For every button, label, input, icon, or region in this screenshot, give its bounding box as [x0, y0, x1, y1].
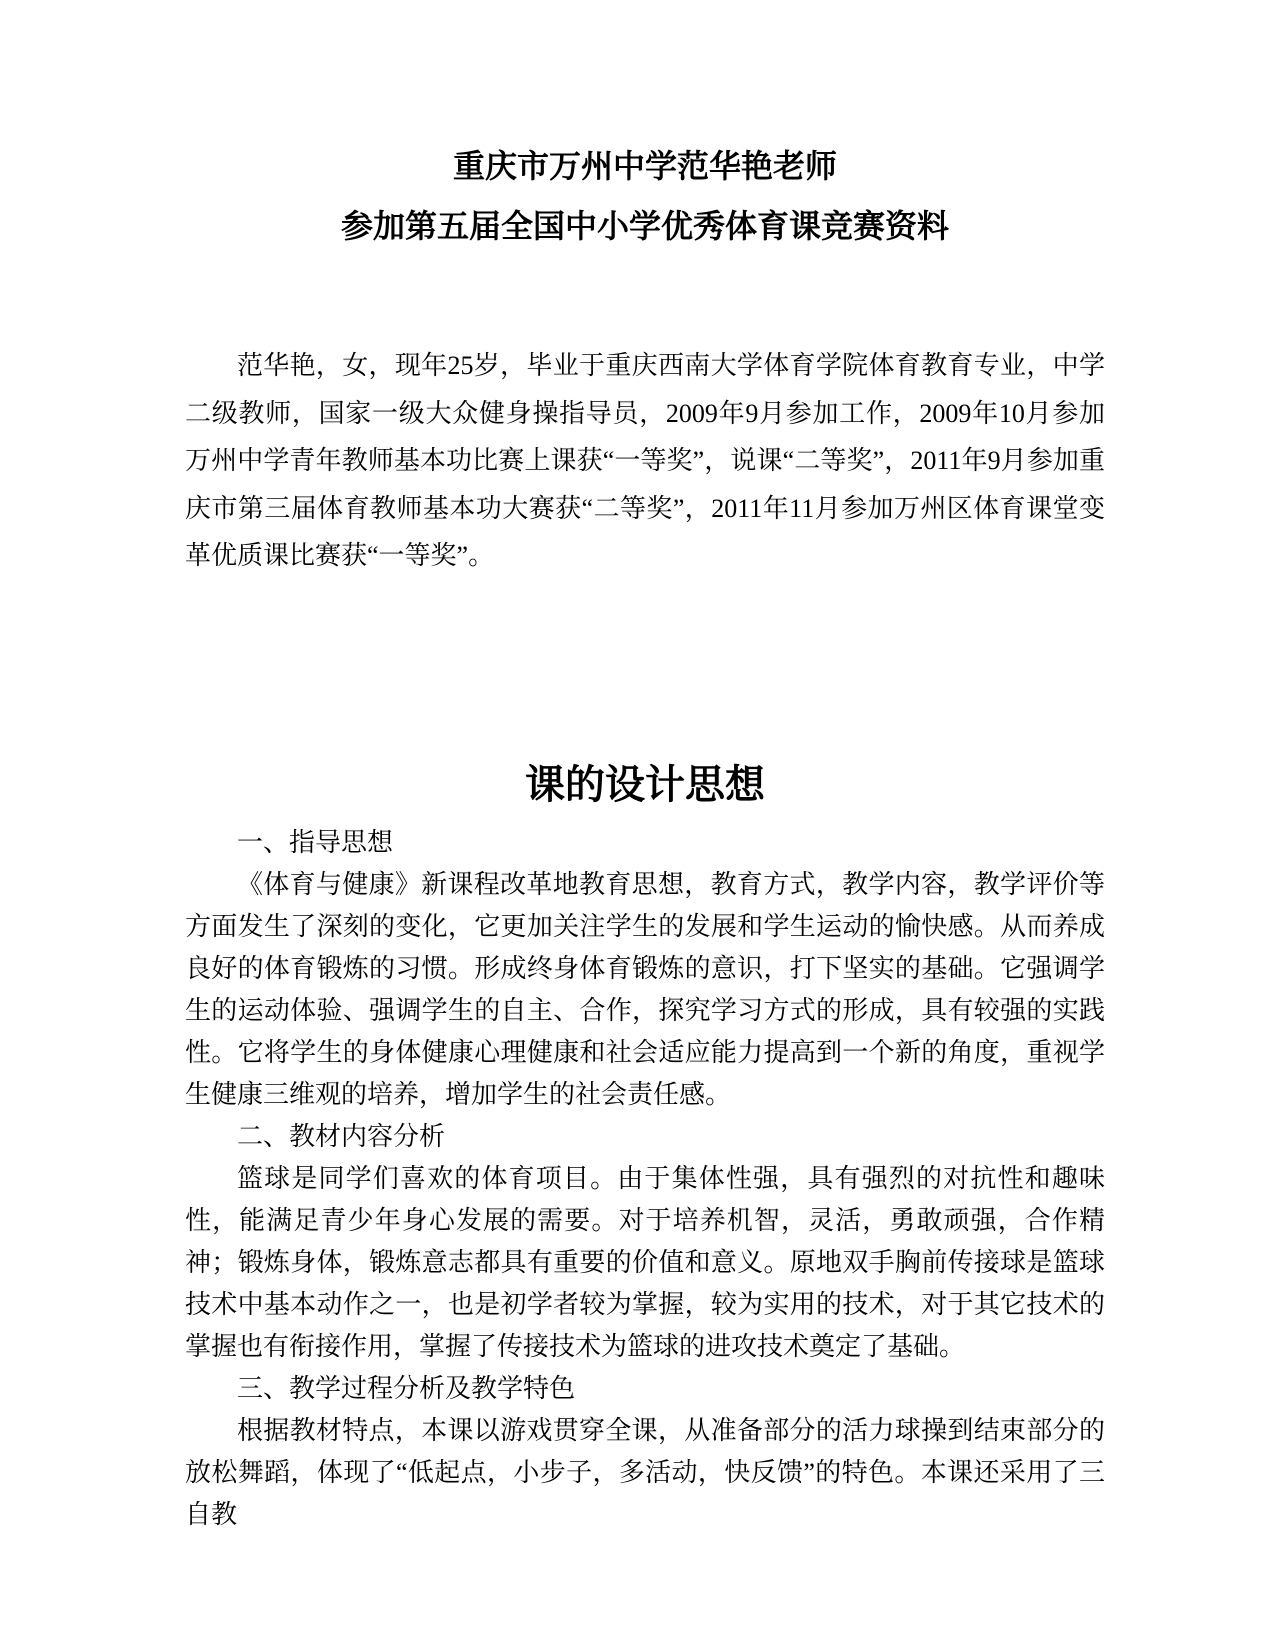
section-1-body: 《体育与健康》新课程改革地教育思想，教育方式，教学内容，教学评价等方面发生了深刻的变化，它更加关注学生的发展和学生运动的愉快感。从而养成良好的体育锻炼的习惯。形成终身体育锻炼的意识，打下坚实的基础。它强调学生的运动体验、强调学生的自主、合作，探究学习方式的形成，具有较强的实践性。它将学生的身体健康心理健康和社会适应能力提高到一个新的角度，重视学生健康三维观的培养，增加学生的社会责任感。 [185, 869, 1105, 1109]
section-1-heading: 一、指导思想 [237, 827, 394, 857]
page-title-line2: 参加第五届全国中小学优秀体育课竞赛资料 [340, 208, 949, 244]
section-2-body: 篮球是同学们喜欢的体育项目。由于集体性强，具有强烈的对抗性和趣味性，能满足青少年身心发展的需要。对于培养机智，灵活，勇敢顽强，合作精神；锻炼身体，锻炼意志都具有重要的价值和意义。原地双手胸前传接球是篮球技术中基本动作之一，也是初学者较为掌握，较为实用的技术，对于其它技术的掌握也有衔接作用，掌握了传接技术为篮球的进攻技术奠定了基础。 [185, 1163, 1105, 1361]
intro-paragraph: 范华艳，女，现年25岁，毕业于重庆西南大学体育学院体育教育专业，中学二级教师，国家一级大众健身操指导员，2009年9月参加工作，2009年10月参加万州中学青年教师基本功比赛上课获“一等奖”，说课“二等奖”，2011年9月参加重庆市第三届体育教师基本功大赛获“二等奖”，2011年11月参加万州区体育课堂变革优质课比赛获“一等奖”。 [185, 351, 1105, 570]
page-title-line1: 重庆市万州中学范华艳老师 [452, 148, 837, 184]
design-heading: 课的设计思想 [525, 761, 765, 807]
sections-container [185, 822, 1105, 1536]
section-3-body: 根据教材特点，本课以游戏贯穿全课，从准备部分的活力球操到结束部分的放松舞蹈，体现了“低起点，小步子，多活动，快反馈”的特色。本课还采用了三自教 [185, 1415, 1105, 1529]
section-3-heading: 三、教学过程分析及教学特色 [237, 1373, 576, 1403]
section-2-heading: 二、教材内容分析 [237, 1121, 446, 1151]
